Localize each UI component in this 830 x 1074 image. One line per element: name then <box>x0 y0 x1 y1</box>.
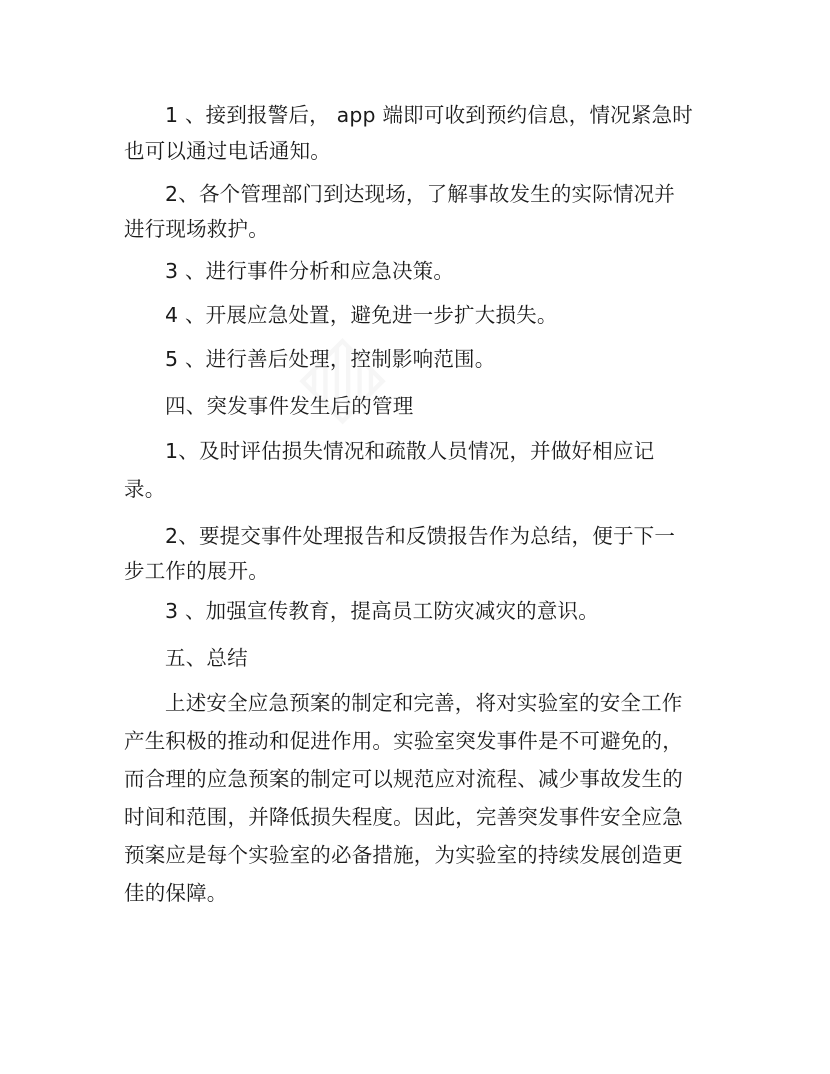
paragraph-line: 而合理的应急预案的制定可以规范应对流程、减少事故发生的 <box>124 767 683 791</box>
paragraph-line: 录。 <box>124 477 166 501</box>
paragraph-line: 也可以通过电话通知。 <box>124 139 331 163</box>
paragraph-line: 3 、加强宣传教育，提高员工防灾减灾的意识。 <box>165 599 599 623</box>
paragraph-line: 4 、开展应急处置，避免进一步扩大损失。 <box>165 303 558 327</box>
paragraph-line: 佳的保障。 <box>124 881 228 905</box>
paragraph-line: 进行现场救护。 <box>124 217 269 241</box>
paragraph-line: 上述安全应急预案的制定和完善，将对实验室的安全工作 <box>165 691 683 715</box>
paragraph-line: 步工作的展开。 <box>124 559 269 583</box>
paragraph-line: 1 、接到报警后， app 端即可收到预约信息，情况紧急时 <box>165 103 693 127</box>
paragraph-line: 3 、进行事件分析和应急决策。 <box>165 259 455 283</box>
section-heading: 五、总结 <box>165 646 248 670</box>
paragraph-line: 5 、进行善后处理，控制影响范围。 <box>165 347 496 371</box>
paragraph-line: 产生积极的推动和促进作用。实验室突发事件是不可避免的， <box>124 729 683 753</box>
paragraph-line: 2、各个管理部门到达现场，了解事故发生的实际情况并 <box>165 182 676 206</box>
paragraph-line: 2、要提交事件处理报告和反馈报告作为总结，便于下一 <box>165 524 676 548</box>
section-heading: 四、突发事件发生后的管理 <box>165 394 414 418</box>
watermark <box>278 317 397 436</box>
paragraph-line: 预案应是每个实验室的必备措施，为实验室的持续发展创造更 <box>124 843 683 867</box>
paragraph-line: 1、及时评估损失情况和疏散人员情况，并做好相应记 <box>165 439 655 463</box>
paragraph-line: 时间和范围，并降低损失程度。因此，完善突发事件安全应急 <box>124 805 683 829</box>
